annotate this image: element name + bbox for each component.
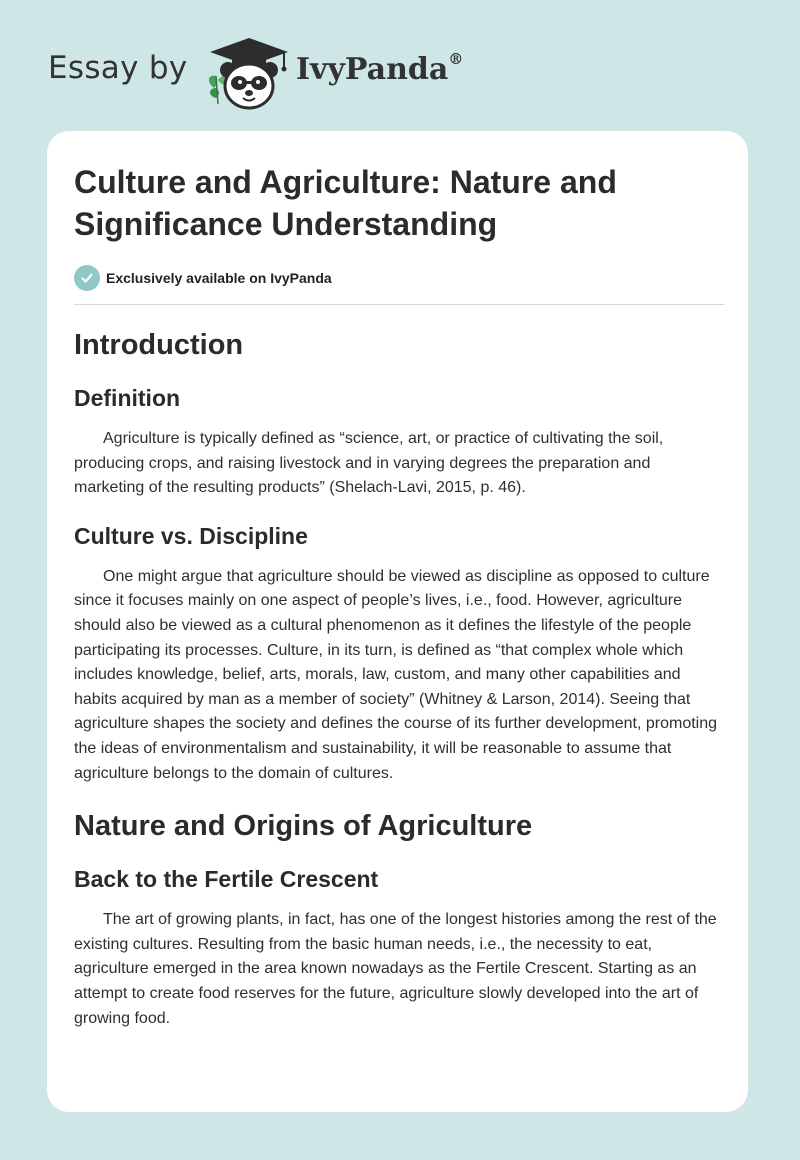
panda-logo-icon[interactable]: [204, 36, 294, 112]
registered-mark: ®: [448, 50, 464, 68]
site-header: [48, 36, 548, 116]
check-icon: [74, 265, 100, 291]
paragraph-culture-vs-discipline: One might argue that agriculture should be viewed as discipline as opposed to culture since it focuses mainly on one aspect of people’s lives, i.e., food. However, agriculture should also be viewed as a cultural phenomenon as it defines the lifestyle of the people participating its processes. Culture, in its turn, is defined as “that complex whole which includes knowledge, belief, arts, morals, law, custom, and many other capabilities and habits acquired by man as a member of society” (Whitney & Larson, 2014). Seeing that agriculture shapes the society and defines the course of its further development, promoting the ideas of environmentalism and sustainability, it will be reasonable to assume that agriculture belongs to the domain of cultures.: [74, 567, 718, 782]
subsection-heading-culture-vs-discipline: Culture vs. Discipline: [74, 522, 308, 549]
essay-title: Culture and Agriculture: Nature and Significance Understanding: [74, 164, 617, 242]
subsection-heading-definition: Definition: [74, 385, 181, 411]
title-divider: [74, 304, 724, 305]
paragraph-fertile-crescent: The art of growing plants, in fact, has one of the longest histories among the rest of the existing cultures. Resulting from the basic human needs, i.e., the necessity to eat, agriculture emerged in the area known nowadays as the Fertile Crescent. Starting as an attempt to create food reserves for the future, agriculture slowly developed into the art of growing food.: [74, 911, 717, 1027]
paragraph-definition: Agriculture is typically defined as “science, art, or practice of cultivating the soil, producing crops, and raising livestock and in varying degrees the preparation and marketing of the resulting products” (Shelach-Lavi, 2015, p. 46).: [74, 430, 664, 497]
exclusive-badge: [74, 263, 724, 293]
section-heading-nature-and-origins: Nature and Origins of Agriculture: [74, 810, 533, 843]
badge-text: Exclusively available on IvyPanda: [106, 270, 332, 286]
brand-name[interactable]: IvyPanda®: [296, 50, 464, 87]
essay-content: [74, 161, 724, 1031]
section-heading-introduction: Introduction: [74, 329, 244, 361]
subsection-heading-fertile-crescent: Back to the Fertile Crescent: [74, 866, 379, 893]
essay-by-label: Essay by: [48, 50, 188, 86]
essay-card: [47, 131, 748, 1112]
